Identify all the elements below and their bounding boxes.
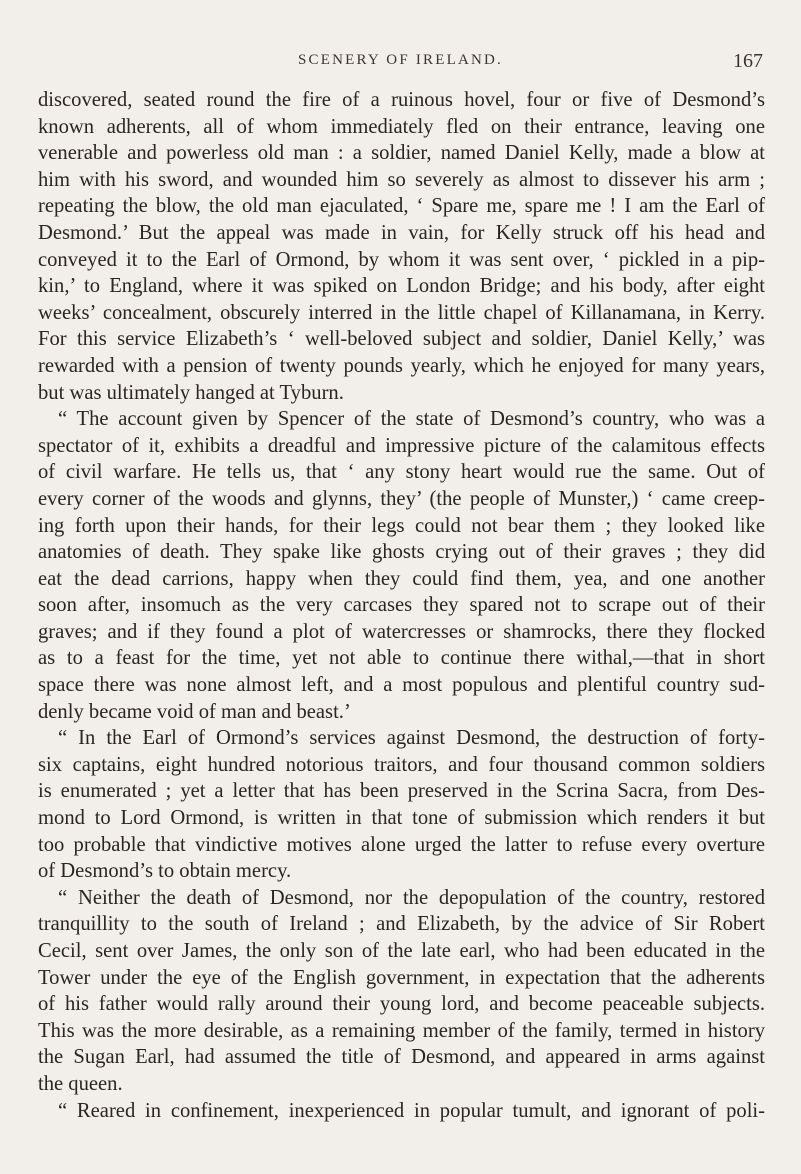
page-header bbox=[0, 50, 801, 74]
text-line: soon after, insomuch as the very carcases they spared not to scrape out of their bbox=[38, 594, 765, 617]
text-line: graves; and if they found a plot of watercresses or shamrocks, there they flocked bbox=[38, 620, 765, 643]
running-title: SCENERY OF IRELAND. bbox=[297, 52, 503, 68]
paragraph-start-line: “ In the Earl of Ormond’s services against Desmond, the destruction of forty- bbox=[58, 727, 765, 750]
text-line: of Desmond’s to obtain mercy. bbox=[38, 860, 292, 883]
text-line: of civil warfare. He tells us, that ‘ any stony heart would rue the same. Out of bbox=[38, 461, 765, 484]
text-line: weeks’ concealment, obscurely interred in the little chapel of Killanamana, in Kerry. bbox=[38, 301, 765, 324]
text-line: as to a feast for the time, yet not able to continue there withal,—that in short bbox=[38, 647, 765, 670]
text-line: mond to Lord Ormond, is written in that tone of submission which renders it but bbox=[38, 807, 765, 830]
text-line: anatomies of death. They spake like ghosts crying out of their graves ; they did bbox=[38, 541, 765, 564]
text-line: space there was none almost left, and a most populous and plentiful country sud- bbox=[38, 674, 765, 697]
text-line: the queen. bbox=[38, 1072, 123, 1095]
text-line: the Sugan Earl, had assumed the title of Desmond, and appeared in arms against bbox=[38, 1046, 765, 1069]
body-text bbox=[38, 87, 765, 1124]
text-line: venerable and powerless old man : a soldier, named Daniel Kelly, made a blow at bbox=[38, 142, 765, 165]
text-line: This was the more desirable, as a remaining member of the family, termed in history bbox=[38, 1019, 765, 1042]
text-line: him with his sword, and wounded him so severely as almost to dissever his arm ; bbox=[38, 168, 765, 191]
text-line: Tower under the eye of the English government, in expectation that the adherents bbox=[38, 966, 765, 989]
text-line: rewarded with a pension of twenty pounds yearly, which he enjoyed for many years, bbox=[38, 354, 765, 377]
text-line: eat the dead carrions, happy when they could find them, yea, and one another bbox=[38, 567, 765, 590]
text-line: Cecil, sent over James, the only son of the late earl, who had been educated in the bbox=[38, 940, 765, 962]
text-line: discovered, seated round the fire of a ruinous hovel, four or five of Desmond’s bbox=[38, 89, 765, 111]
text-line: known adherents, all of whom immediately fled on their entrance, leaving one bbox=[38, 115, 765, 138]
text-line: but was ultimately hanged at Tyburn. bbox=[38, 381, 344, 404]
paragraph-start-line: “ The account given by Spencer of the state of Desmond’s country, who was a bbox=[58, 408, 765, 431]
page-number: 167 bbox=[733, 50, 763, 72]
text-line: denly became void of man and beast.’ bbox=[38, 700, 351, 723]
text-line: tranquillity to the south of Ireland ; and Elizabeth, by the advice of Sir Robert bbox=[38, 913, 765, 936]
text-line: ing forth upon their hands, for their legs could not bear them ; they looked like bbox=[38, 514, 765, 537]
text-line: conveyed it to the Earl of Ormond, by whom it was sent over, ‘ pickled in a pip- bbox=[38, 248, 765, 271]
text-line: of his father would rally around their young lord, and become peaceable subjects. bbox=[38, 993, 765, 1016]
paragraph-start-line: “ Reared in confinement, inexperienced in popular tumult, and ignorant of poli- bbox=[58, 1099, 765, 1122]
text-line: is enumerated ; yet a letter that has been preserved in the Scrina Sacra, from Des- bbox=[38, 780, 765, 803]
text-line: every corner of the woods and glynns, they’ (the people of Munster,) ‘ came creep- bbox=[38, 487, 765, 510]
text-line: Desmond.’ But the appeal was made in vain, for Kelly struck off his head and bbox=[38, 221, 765, 244]
text-line: spectator of it, exhibits a dreadful and impressive picture of the calamitous effects bbox=[38, 434, 765, 457]
paragraph-start-line: “ Neither the death of Desmond, nor the depopulation of the country, restored bbox=[58, 886, 765, 909]
text-line: repeating the blow, the old man ejaculated, ‘ Spare me, spare me ! I am the Earl of bbox=[38, 195, 765, 218]
text-line: too probable that vindictive motives alone urged the latter to refuse every overture bbox=[38, 833, 765, 856]
text-line: kin,’ to England, where it was spiked on London Bridge; and his body, after eight bbox=[38, 275, 765, 298]
text-line: six captains, eight hundred notorious traitors, and four thousand common soldiers bbox=[38, 753, 765, 776]
text-line: For this service Elizabeth’s ‘ well-beloved subject and soldier, Daniel Kelly,’ was bbox=[38, 328, 765, 351]
